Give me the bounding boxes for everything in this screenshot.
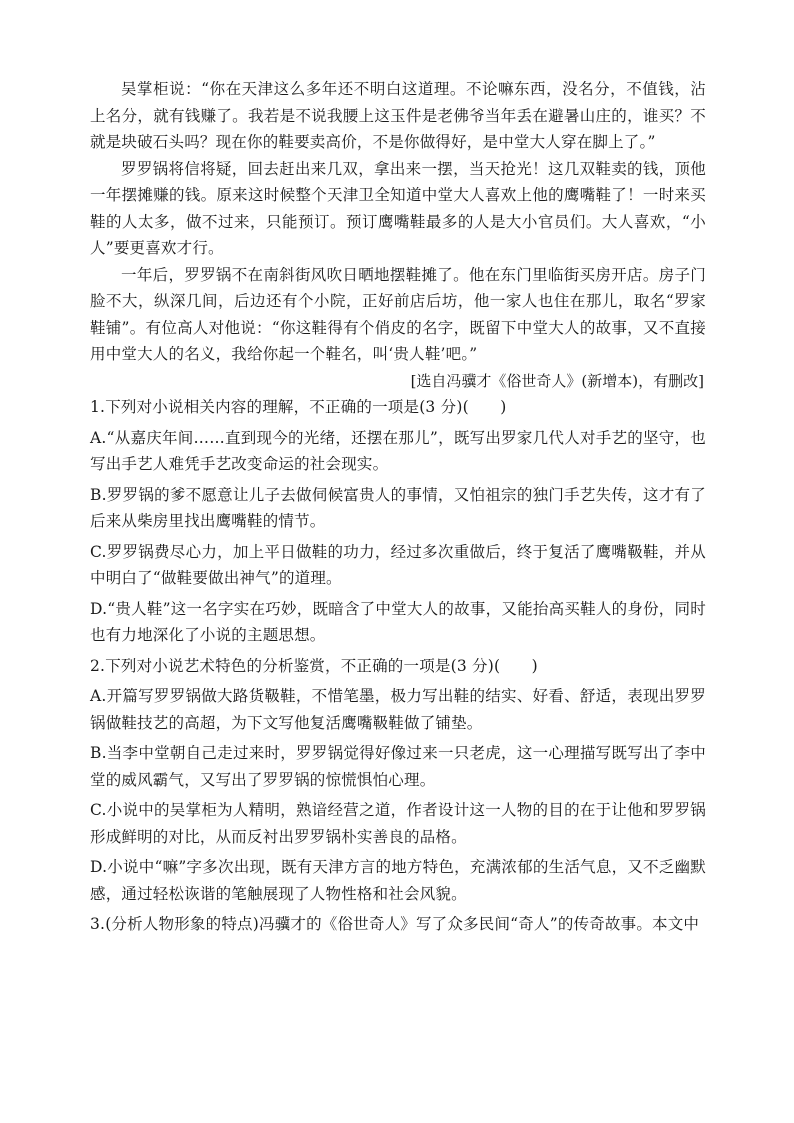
option-b: B.罗罗锅的爹不愿意让儿子去做伺候富贵人的事情，又怕祖宗的独门手艺失传，这才有了后来从柴房里找出鹰嘴鞋的情节。 <box>90 485 706 530</box>
question-list <box>90 394 706 938</box>
option-a: A.“从嘉庆年间……直到现今的光绪，还摆在那儿”，既写出罗家几代人对手艺的坚守，也写出手艺人难凭手艺改变命运的社会现实。 <box>90 428 706 473</box>
passage-source: [选自冯骥才《俗世奇人》(新增本)，有删改] <box>410 371 704 390</box>
question-stem: 1.下列对小说相关内容的理解，不正确的一项是(3 分)( ) <box>90 398 507 416</box>
document-page <box>90 76 706 938</box>
question-stem: 2.下列对小说艺术特色的分析鉴赏，不正确的一项是(3 分)( ) <box>90 656 538 675</box>
question-stem: 3.(分析人物形象的特点)冯骥才的《俗世奇人》写了众多民间“奇人”的传奇故事。本文中 <box>90 915 700 933</box>
question-3 <box>90 911 706 938</box>
passage-paragraph: 一年后，罗罗锅不在南斜街风吹日晒地摆鞋摊了。他在东门里临街买房开店。房子门脸不大，纵深几间，后边还有个小院，正好前店后坊，他一家人也住在那儿，取名“罗家鞋铺”。有位高人对他说：“你这鞋得有个俏皮的名字，既留下中堂大人的故事，又不直接用中堂大人的名义，我给你起一个鞋名，叫‘贵人鞋’吧。” <box>90 265 706 363</box>
passage-paragraph: 罗罗锅将信将疑，回去赶出来几双，拿出来一摆，当天抢光！这几双鞋卖的钱，顶他一年摆摊赚的钱。原来这时候整个天津卫全知道中堂大人喜欢上他的鹰嘴鞋了！一时来买鞋的人太多，做不过来，只能预订。预订鹰嘴鞋最多的人是大小官员们。大人喜欢，“小人”要更喜欢才行。 <box>90 159 706 257</box>
passage-paragraph: 吴掌柜说：“你在天津这么多年还不明白这道理。不论嘛东西，没名分，不值钱，沾上名分，就有钱赚了。我若是不说我腰上这玉件是老佛爷当年丢在避暑山庄的，谁买？不就是块破石头吗？现在你的鞋要卖高价，不是你做得好，是中堂大人穿在脚上了。” <box>90 80 706 151</box>
option-a: A.开篇写罗罗锅做大路货靸鞋，不惜笔墨，极力写出鞋的结实、好看、舒适，表现出罗罗锅做鞋技艺的高超，为下文写他复活鹰嘴靸鞋做了铺垫。 <box>90 687 706 732</box>
passage <box>90 76 706 394</box>
option-d: D.小说中“嘛”字多次出现，既有天津方言的地方特色，充满浓郁的生活气息，又不乏幽默感，通过轻松诙谐的笔触展现了人物性格和社会风貌。 <box>90 858 706 903</box>
question-2 <box>90 653 706 908</box>
option-b: B.当李中堂朝自己走过来时，罗罗锅觉得好像过来一只老虎，这一心理描写既写出了李中堂的威风霸气，又写出了罗罗锅的惊慌惧怕心理。 <box>90 744 706 789</box>
option-d: D.“贵人鞋”这一名字实在巧妙，既暗含了中堂大人的故事，又能抬高买鞋人的身份，同时也有力地深化了小说的主题思想。 <box>90 599 706 644</box>
option-c: C.罗罗锅费尽心力，加上平日做鞋的功力，经过多次重做后，终于复活了鹰嘴靸鞋，并从中明白了“做鞋要做出神气”的道理。 <box>90 542 706 587</box>
option-c: C.小说中的吴掌柜为人精明，熟谙经营之道，作者设计这一人物的目的在于让他和罗罗锅形成鲜明的对比，从而反衬出罗罗锅朴实善良的品格。 <box>90 801 706 846</box>
question-1 <box>90 394 706 649</box>
